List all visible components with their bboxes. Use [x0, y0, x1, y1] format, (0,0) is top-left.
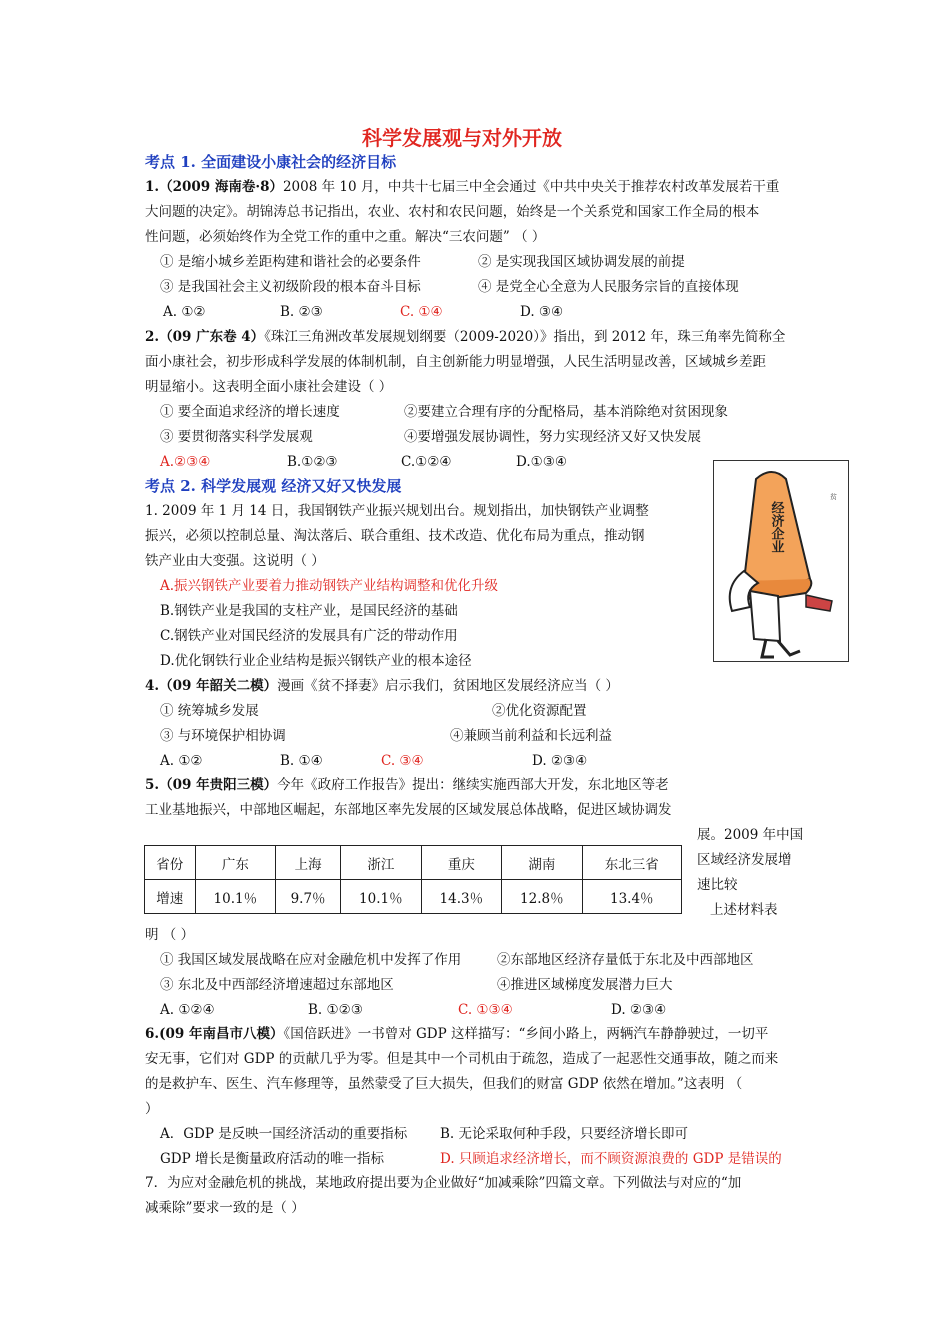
question-5-statement-3: ③ 东北及中西部经济增速超过东部地区	[160, 977, 394, 993]
question-1-option-c: C. ①④	[400, 304, 443, 320]
question-5-option-c: C. ①③④	[458, 1002, 513, 1018]
question-1-line-3: 性问题，必须始终作为全党工作的重中之重。解决“三农问题” （ ）	[145, 229, 546, 245]
question-2-statement-4: ④要增强发展协调性，努力实现经济又好又快发展	[404, 429, 701, 445]
table-row	[145, 880, 682, 914]
page-title: 科学发展观与对外开放	[362, 126, 562, 150]
question-1-source: 1.（2009 海南卷·8）	[145, 179, 283, 195]
question-4-option-a: A. ①②	[160, 753, 203, 769]
question-5-line-3: 明 （ ）	[145, 927, 195, 943]
growth-rate-table	[144, 845, 682, 914]
section-heading-2: 考点 2. 科学发展观 经济又好又快发展	[145, 477, 402, 495]
table-header-cell: 湖南	[502, 846, 583, 880]
table-cell: 10.1％	[341, 880, 422, 914]
question-4-statement-1: ① 统筹城乡发展	[160, 703, 259, 719]
question-2-line-2: 面小康社会，初步形成科学发展的体制机制，自主创新能力明显增强，人民生活明显改善，区域城乡差距	[145, 354, 766, 370]
question-6-option-c: GDP 增长是衡量政府活动的唯一指标	[160, 1151, 384, 1167]
question-5-text: 今年《政府工作报告》提出：继续实施西部大开发，东北地区等老	[277, 777, 669, 793]
table-header-cell: 浙江	[341, 846, 422, 880]
question-5-line-2: 工业基地振兴，中部地区崛起，东部地区率先发展的区域发展总体战略，促进区域协调发	[145, 802, 672, 818]
question-4-option-b: B. ①④	[280, 753, 323, 769]
question-6-option-b: B. 无论采取何种手段，只要经济增长即可	[440, 1126, 689, 1142]
question-3-option-c: C.钢铁产业对国民经济的发展具有广泛的带动作用	[160, 628, 458, 644]
cartoon-drawing	[714, 461, 848, 661]
question-5-option-d: D. ②③④	[611, 1002, 667, 1018]
question-5-side-2: 区域经济发展增	[697, 852, 792, 868]
cartoon-label: 经济企业	[768, 501, 784, 553]
question-5-side-3: 速比较	[697, 877, 738, 893]
question-1-statement-2: ② 是实现我国区域协调发展的前提	[478, 254, 685, 270]
question-2-option-c: C.①②④	[401, 454, 452, 470]
question-5-statement-2: ②东部地区经济存量低于东北及中西部地区	[497, 952, 754, 968]
question-2-statement-1: ① 要全面追求经济的增长速度	[160, 404, 340, 420]
question-2-statement-3: ③ 要贯彻落实科学发展观	[160, 429, 313, 445]
table-row	[145, 846, 682, 880]
question-1-line-1	[145, 178, 779, 196]
question-3-option-b: B.钢铁产业是我国的支柱产业，是国民经济的基础	[160, 603, 458, 619]
question-5-statement-1: ① 我国区域发展战略在应对金融危机中发挥了作用	[160, 952, 462, 968]
question-1-line-2: 大问题的决定》。胡锦涛总书记指出，农业、农村和农民问题，始终是一个关系党和国家工作全局的根本	[145, 204, 760, 220]
question-1-text: 2008 年 10 月，中共十七届三中全会通过《中共中央关于推荐农村改革发展若干重	[282, 179, 780, 195]
question-4-text: 漫画《贫不择妻》启示我们，贫困地区发展经济应当（ ）	[277, 678, 619, 694]
question-5-option-b: B. ①②③	[308, 1002, 363, 1018]
cartoon-side-note: 贫	[830, 493, 837, 501]
question-6-line-4: ）	[145, 1101, 159, 1117]
question-2-option-b: B.①②③	[287, 454, 338, 470]
question-6-line-2: 安无事，它们对 GDP 的贡献几乎为零。但是其中一个司机由于疏忽，造成了一起恶性交通事故，随之而来	[145, 1051, 779, 1067]
table-header-cell: 省份	[145, 846, 196, 880]
question-5-statement-4: ④推进区域梯度发展潜力巨大	[497, 977, 673, 993]
question-4-option-d: D. ②③④	[532, 753, 588, 769]
question-1-option-a: A. ①②	[163, 304, 206, 320]
question-2-line-1	[145, 328, 785, 346]
table-cell: 13.4％	[582, 880, 681, 914]
question-6-text: 《国倍跃进》一书曾对 GDP 这样描写：“乡间小路上，两辆汽车静静驶过，一切平	[283, 1026, 769, 1042]
table-cell: 12.8％	[502, 880, 583, 914]
question-7-line-1: 7．为应对金融危机的挑战，某地政府提出要为企业做好“加减乘除”四篇文章。下列做法与对应的“加	[145, 1175, 742, 1191]
table-cell: 9.7％	[276, 880, 341, 914]
table-cell: 增速	[145, 880, 196, 914]
question-2-text: 《珠江三角洲改革发展规划纲要（2009-2020）》指出，到 2012 年，珠三角率先简称全	[264, 329, 786, 345]
question-4-option-c: C. ③④	[381, 753, 424, 769]
table-header-cell: 重庆	[421, 846, 502, 880]
question-3-option-d: D.优化钢铁行业企业结构是振兴钢铁产业的根本途径	[160, 653, 472, 669]
question-1-option-d: D. ③④	[520, 304, 564, 320]
table-header-cell: 广东	[195, 846, 276, 880]
question-3-line-3: 铁产业由大变强。这说明（ ）	[145, 553, 325, 569]
question-1-option-b: B. ②③	[280, 304, 323, 320]
table-header-cell: 上海	[276, 846, 341, 880]
question-2-statement-2: ②要建立合理有序的分配格局，基本消除绝对贫困现象	[404, 404, 728, 420]
table-header-cell: 东北三省	[582, 846, 681, 880]
question-3-line-1: 1. 2009 年 1 月 14 日，我国钢铁产业振兴规划出台。规划指出，加快钢铁产业调整	[145, 503, 649, 519]
question-3-option-a: A.振兴钢铁产业要着力推动钢铁产业结构调整和优化升级	[160, 578, 499, 594]
question-4-source: 4.（09 年韶关二模）	[145, 678, 278, 694]
question-6-option-d: D. 只顾追求经济增长，而不顾资源浪费的 GDP 是错误的	[440, 1151, 782, 1167]
question-5-source: 5.（09 年贵阳三模）	[145, 777, 278, 793]
question-4-line-1	[145, 677, 619, 695]
table-cell: 14.3％	[421, 880, 502, 914]
question-2-source: 2.（09 广东卷 4）	[145, 329, 265, 345]
question-1-statement-3: ③ 是我国社会主义初级阶段的根本奋斗目标	[160, 279, 421, 295]
table-cell: 10.1％	[195, 880, 276, 914]
question-7-line-2: 减乘除”要求一致的是（ ）	[145, 1200, 305, 1216]
question-1-statement-1: ① 是缩小城乡差距构建和谐社会的必要条件	[160, 254, 421, 270]
question-5-option-a: A. ①②④	[160, 1002, 215, 1018]
question-2-line-3: 明显缩小。这表明全面小康社会建设（ ）	[145, 379, 393, 395]
question-6-source: 6.(09 年南昌市八模）	[145, 1026, 284, 1042]
question-6-line-1	[145, 1025, 768, 1043]
question-5-side-1: 展。2009 年中国	[697, 827, 804, 843]
question-1-statement-4: ④ 是党全心全意为人民服务宗旨的直接体现	[478, 279, 739, 295]
question-6-line-3: 的是救护车、医生、汽车修理等，虽然蒙受了巨大损失，但我们的财富 GDP 依然在增加。”这表明 （	[145, 1076, 743, 1092]
question-4-statement-3: ③ 与环境保护相协调	[160, 728, 286, 744]
question-2-option-d: D.①③④	[516, 454, 567, 470]
section-heading-1: 考点 1. 全面建设小康社会的经济目标	[145, 153, 397, 171]
question-5-line-1	[145, 776, 669, 794]
question-5-side-4: 上述材料表	[710, 902, 778, 918]
question-4-statement-2: ②优化资源配置	[492, 703, 587, 719]
question-2-option-a: A.②③④	[160, 454, 211, 470]
question-3-line-2: 振兴，必须以控制总量、淘汰落后、联合重组、技术改造、优化布局为重点，推动钢	[145, 528, 645, 544]
question-4-statement-4: ④兼顾当前利益和长远利益	[450, 728, 612, 744]
question-6-option-a: A．GDP 是反映一国经济活动的重要指标	[160, 1126, 408, 1142]
cartoon-image	[713, 460, 849, 662]
